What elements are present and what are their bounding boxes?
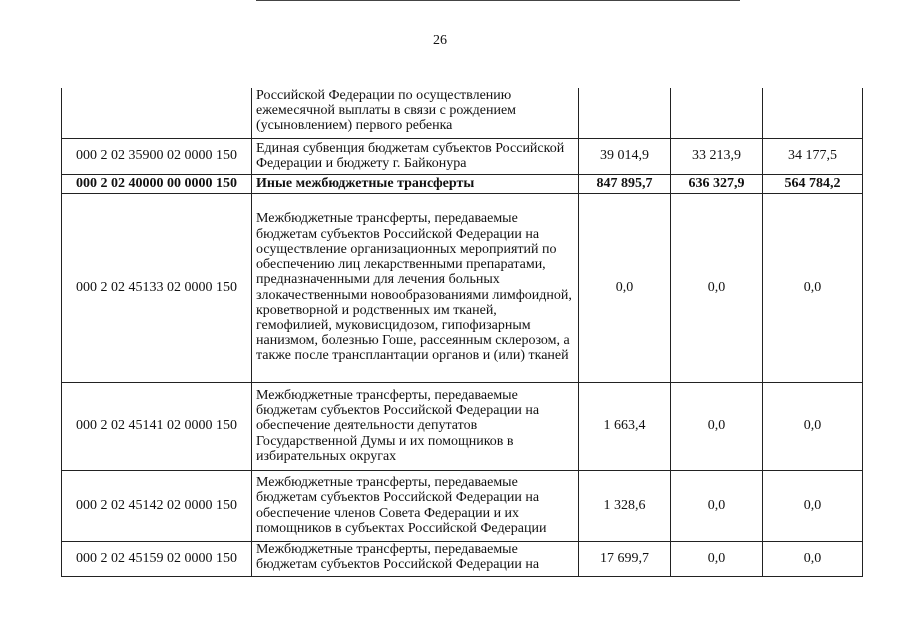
row-value-2: 0,0 bbox=[671, 193, 763, 382]
row-value-1: 1 663,4 bbox=[579, 382, 671, 470]
row-value-3: 0,0 bbox=[763, 193, 863, 382]
row-description: Межбюджетные трансферты, передаваемые бюджетам субъектов Российской Федерации на bbox=[252, 541, 579, 576]
row-value-2: 636 327,9 bbox=[671, 174, 763, 193]
table-row bbox=[62, 541, 863, 576]
row-value-2: 0,0 bbox=[671, 470, 763, 541]
table-row bbox=[62, 470, 863, 541]
page-number: 26 bbox=[433, 33, 447, 48]
table-row bbox=[62, 382, 863, 470]
budget-table bbox=[61, 88, 863, 577]
row-value-1: 1 328,6 bbox=[579, 470, 671, 541]
row-value-2: 0,0 bbox=[671, 382, 763, 470]
row-description: Межбюджетные трансферты, передаваемые бюджетам субъектов Российской Федерации на обеспечение членов Совета Федерации и их помощников в субъектах Российской Федерации bbox=[252, 470, 579, 541]
row-description: Российской Федерации по осуществлению ежемесячной выплаты в связи с рождением (усыновлением) первого ребенка bbox=[252, 88, 579, 138]
row-value-2: 0,0 bbox=[671, 541, 763, 576]
row-description: Единая субвенция бюджетам субъектов Российской Федерации и бюджету г. Байконура bbox=[252, 138, 579, 174]
row-value-2 bbox=[671, 88, 763, 138]
row-value-2: 33 213,9 bbox=[671, 138, 763, 174]
table-row bbox=[62, 174, 863, 193]
row-value-1: 847 895,7 bbox=[579, 174, 671, 193]
row-value-3: 0,0 bbox=[763, 382, 863, 470]
row-code: 000 2 02 45133 02 0000 150 bbox=[62, 193, 252, 382]
row-value-3: 0,0 bbox=[763, 541, 863, 576]
row-description: Межбюджетные трансферты, передаваемые бюджетам субъектов Российской Федерации на осуществление организационных мероприятий по обеспечению лиц лекарственными препаратами, предназначенными для лечения больных злокачественными новообразованиями лимфоидной, кроветворной и родственных им тканей, гемофилией, муковисцидозом, гипофизарным нанизмом, болезнью Гоше, рассеянным склерозом, а также после трансплантации органов и (или) тканей bbox=[252, 193, 579, 382]
row-value-3 bbox=[763, 88, 863, 138]
row-value-1: 0,0 bbox=[579, 193, 671, 382]
top-rule bbox=[256, 0, 740, 1]
table-row bbox=[62, 193, 863, 382]
row-code: 000 2 02 40000 00 0000 150 bbox=[62, 174, 252, 193]
row-code: 000 2 02 45141 02 0000 150 bbox=[62, 382, 252, 470]
row-value-3: 0,0 bbox=[763, 470, 863, 541]
row-code: 000 2 02 45142 02 0000 150 bbox=[62, 470, 252, 541]
row-code: 000 2 02 45159 02 0000 150 bbox=[62, 541, 252, 576]
row-code: 000 2 02 35900 02 0000 150 bbox=[62, 138, 252, 174]
row-value-1: 17 699,7 bbox=[579, 541, 671, 576]
table-row bbox=[62, 138, 863, 174]
row-description: Иные межбюджетные трансферты bbox=[252, 174, 579, 193]
row-value-1: 39 014,9 bbox=[579, 138, 671, 174]
row-description: Межбюджетные трансферты, передаваемые бюджетам субъектов Российской Федерации на обеспечение деятельности депутатов Государственной Думы и их помощников в избирательных округах bbox=[252, 382, 579, 470]
row-value-3: 564 784,2 bbox=[763, 174, 863, 193]
row-value-1 bbox=[579, 88, 671, 138]
row-code bbox=[62, 88, 252, 138]
table-row bbox=[62, 88, 863, 138]
row-value-3: 34 177,5 bbox=[763, 138, 863, 174]
